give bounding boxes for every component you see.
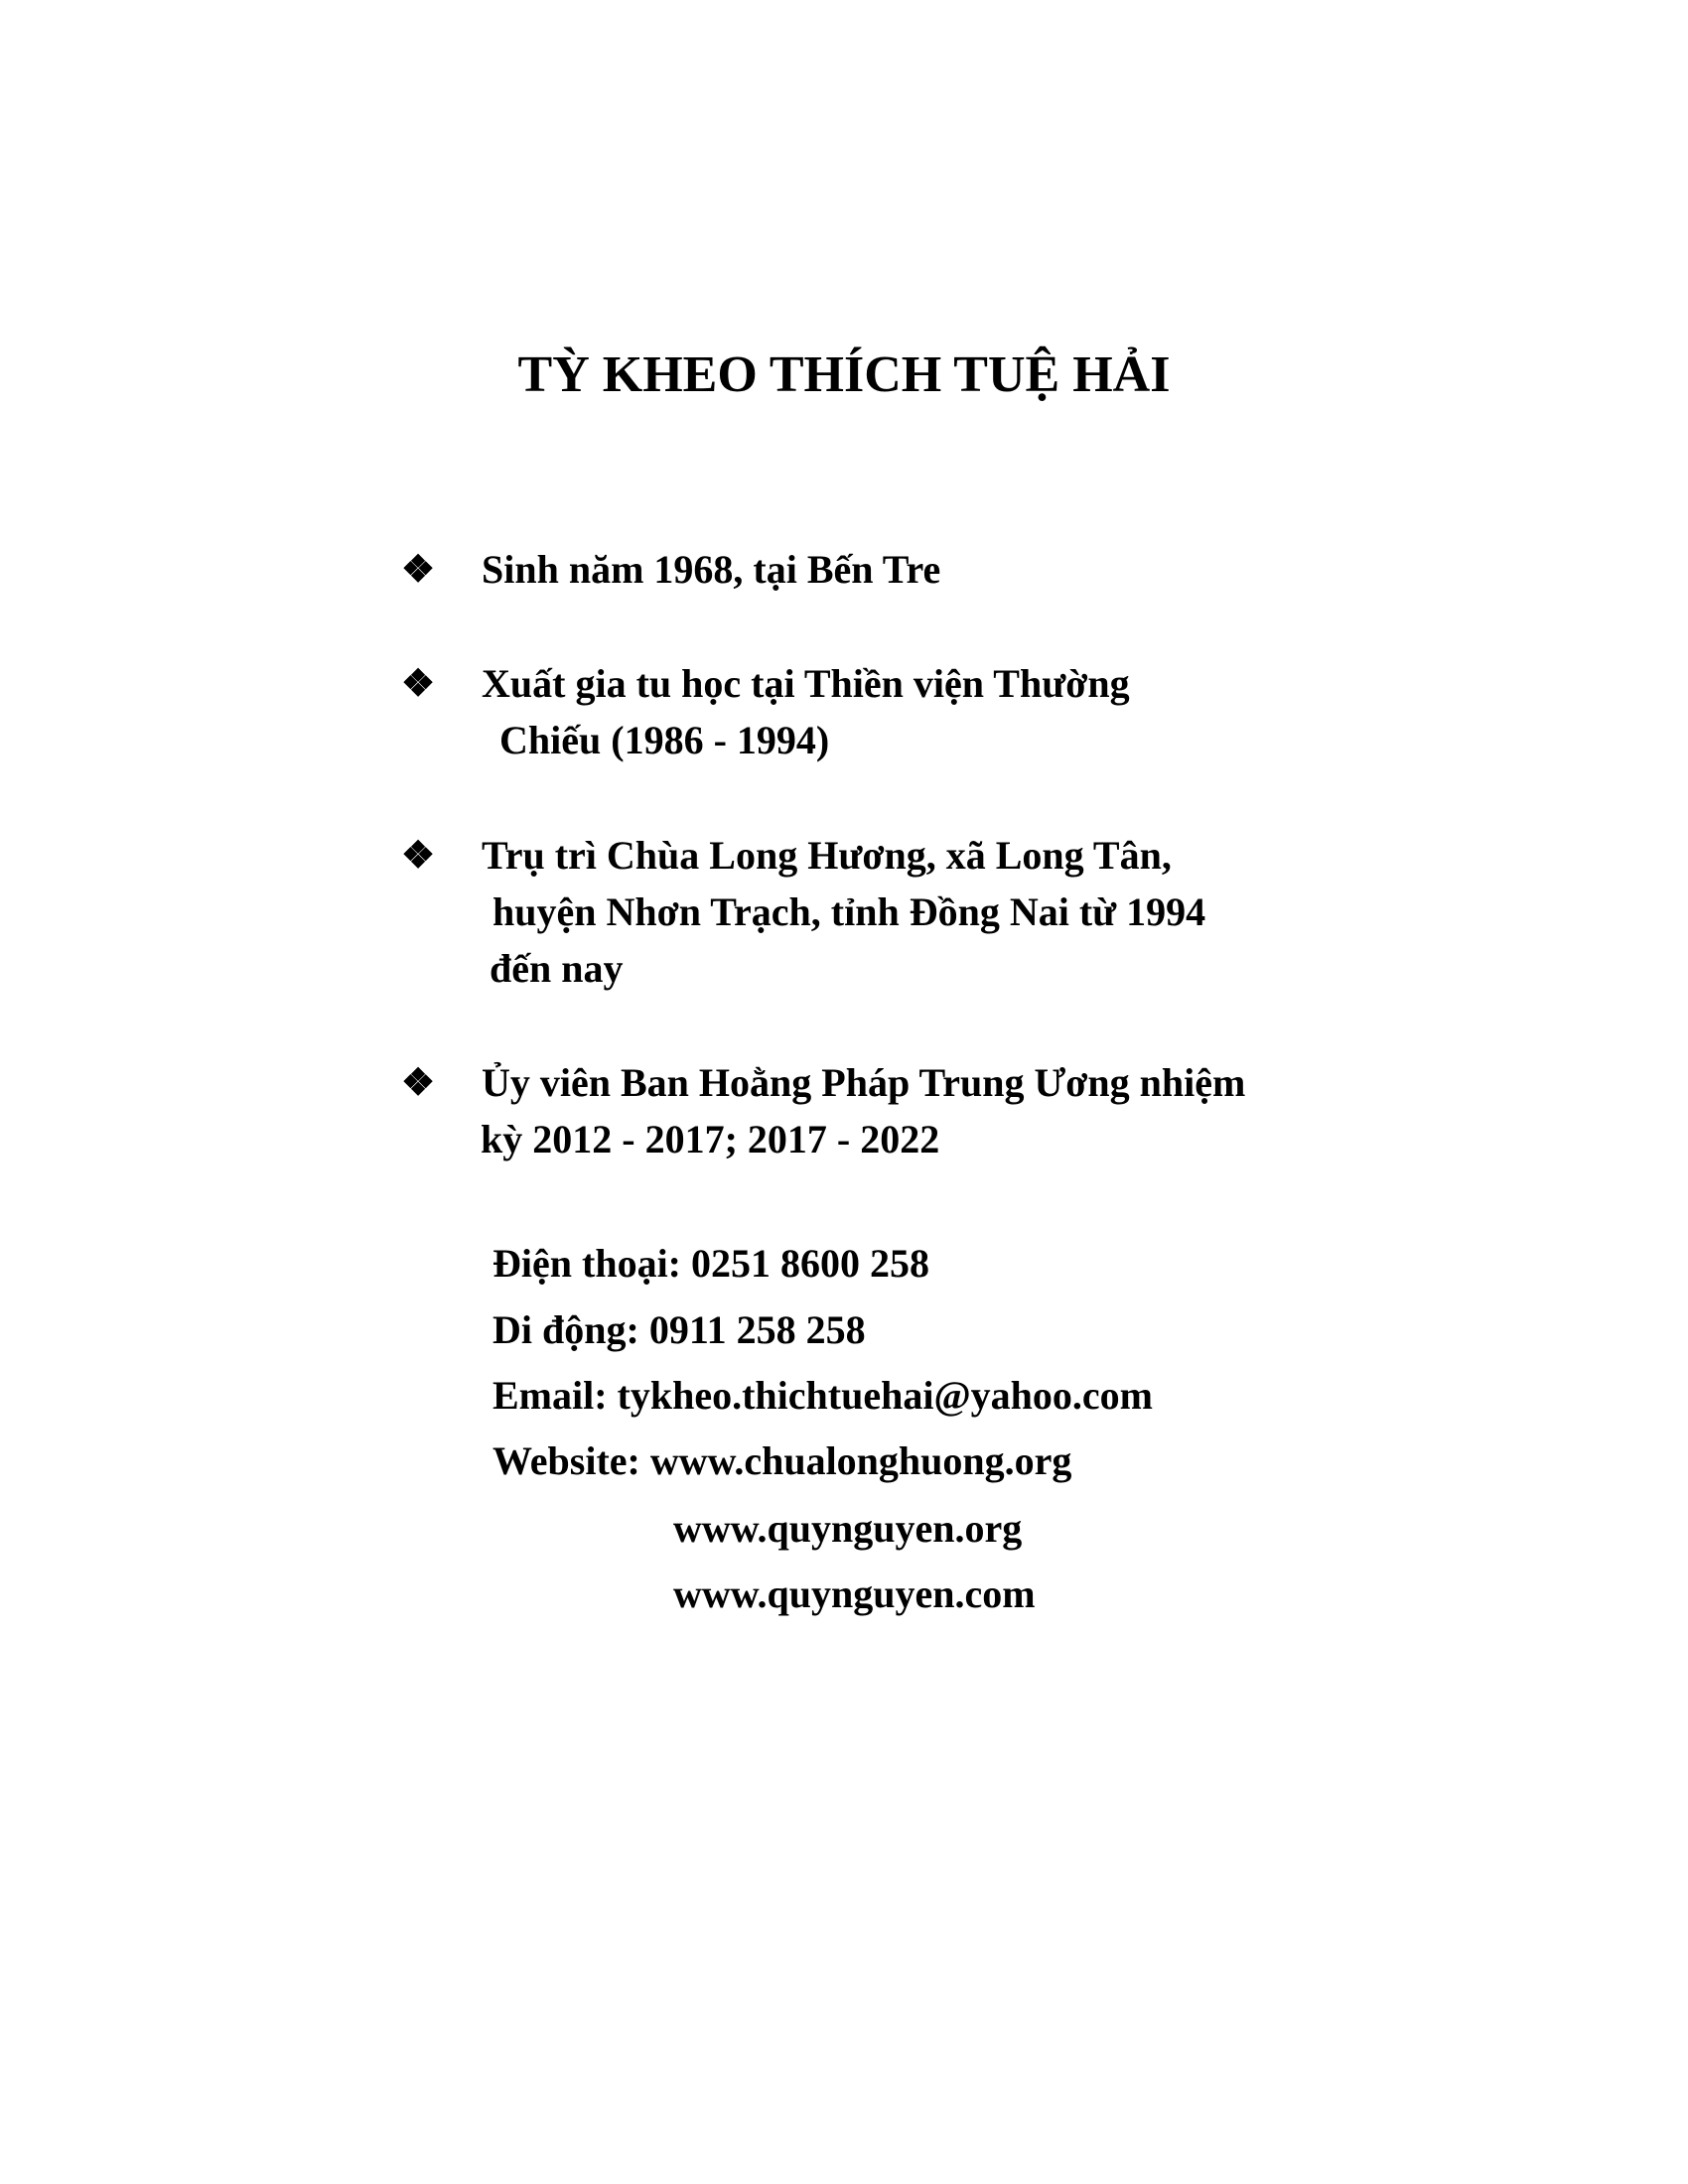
phone-text: Điện thoại: 0251 8600 258 [492, 1241, 929, 1286]
page-title: TỲ KHEO THÍCH TUỆ HẢI [517, 346, 1171, 403]
bio-line: Trụ trì Chùa Long Hương, xã Long Tân, [482, 833, 1172, 878]
diamond-bullet-icon: ❖ [401, 835, 436, 877]
mobile-text: Di động: 0911 258 258 [492, 1307, 866, 1352]
diamond-bullet-icon: ❖ [401, 549, 436, 591]
bio-line: huyện Nhơn Trạch, tỉnh Đồng Nai từ 1994 [492, 889, 1206, 934]
bio-line: Sinh năm 1968, tại Bến Tre [482, 547, 941, 592]
website-link[interactable]: www.quynguyen.org [673, 1506, 1023, 1551]
website-link[interactable]: www.quynguyen.com [673, 1571, 1036, 1616]
bio-line: Chiếu (1986 - 1994) [499, 718, 830, 762]
bio-line: kỳ 2012 - 2017; 2017 - 2022 [481, 1117, 940, 1161]
diamond-bullet-icon: ❖ [401, 663, 436, 705]
bio-line: đến nay [490, 946, 624, 991]
website-link[interactable]: Website: www.chualonghuong.org [492, 1438, 1072, 1483]
email-link[interactable]: Email: tykheo.thichtuehai@yahoo.com [492, 1373, 1153, 1418]
diamond-bullet-icon: ❖ [401, 1062, 436, 1104]
bio-line: Ủy viên Ban Hoằng Pháp Trung Ương nhiệm [482, 1060, 1246, 1105]
bio-line: Xuất gia tu học tại Thiền viện Thường [482, 661, 1130, 706]
